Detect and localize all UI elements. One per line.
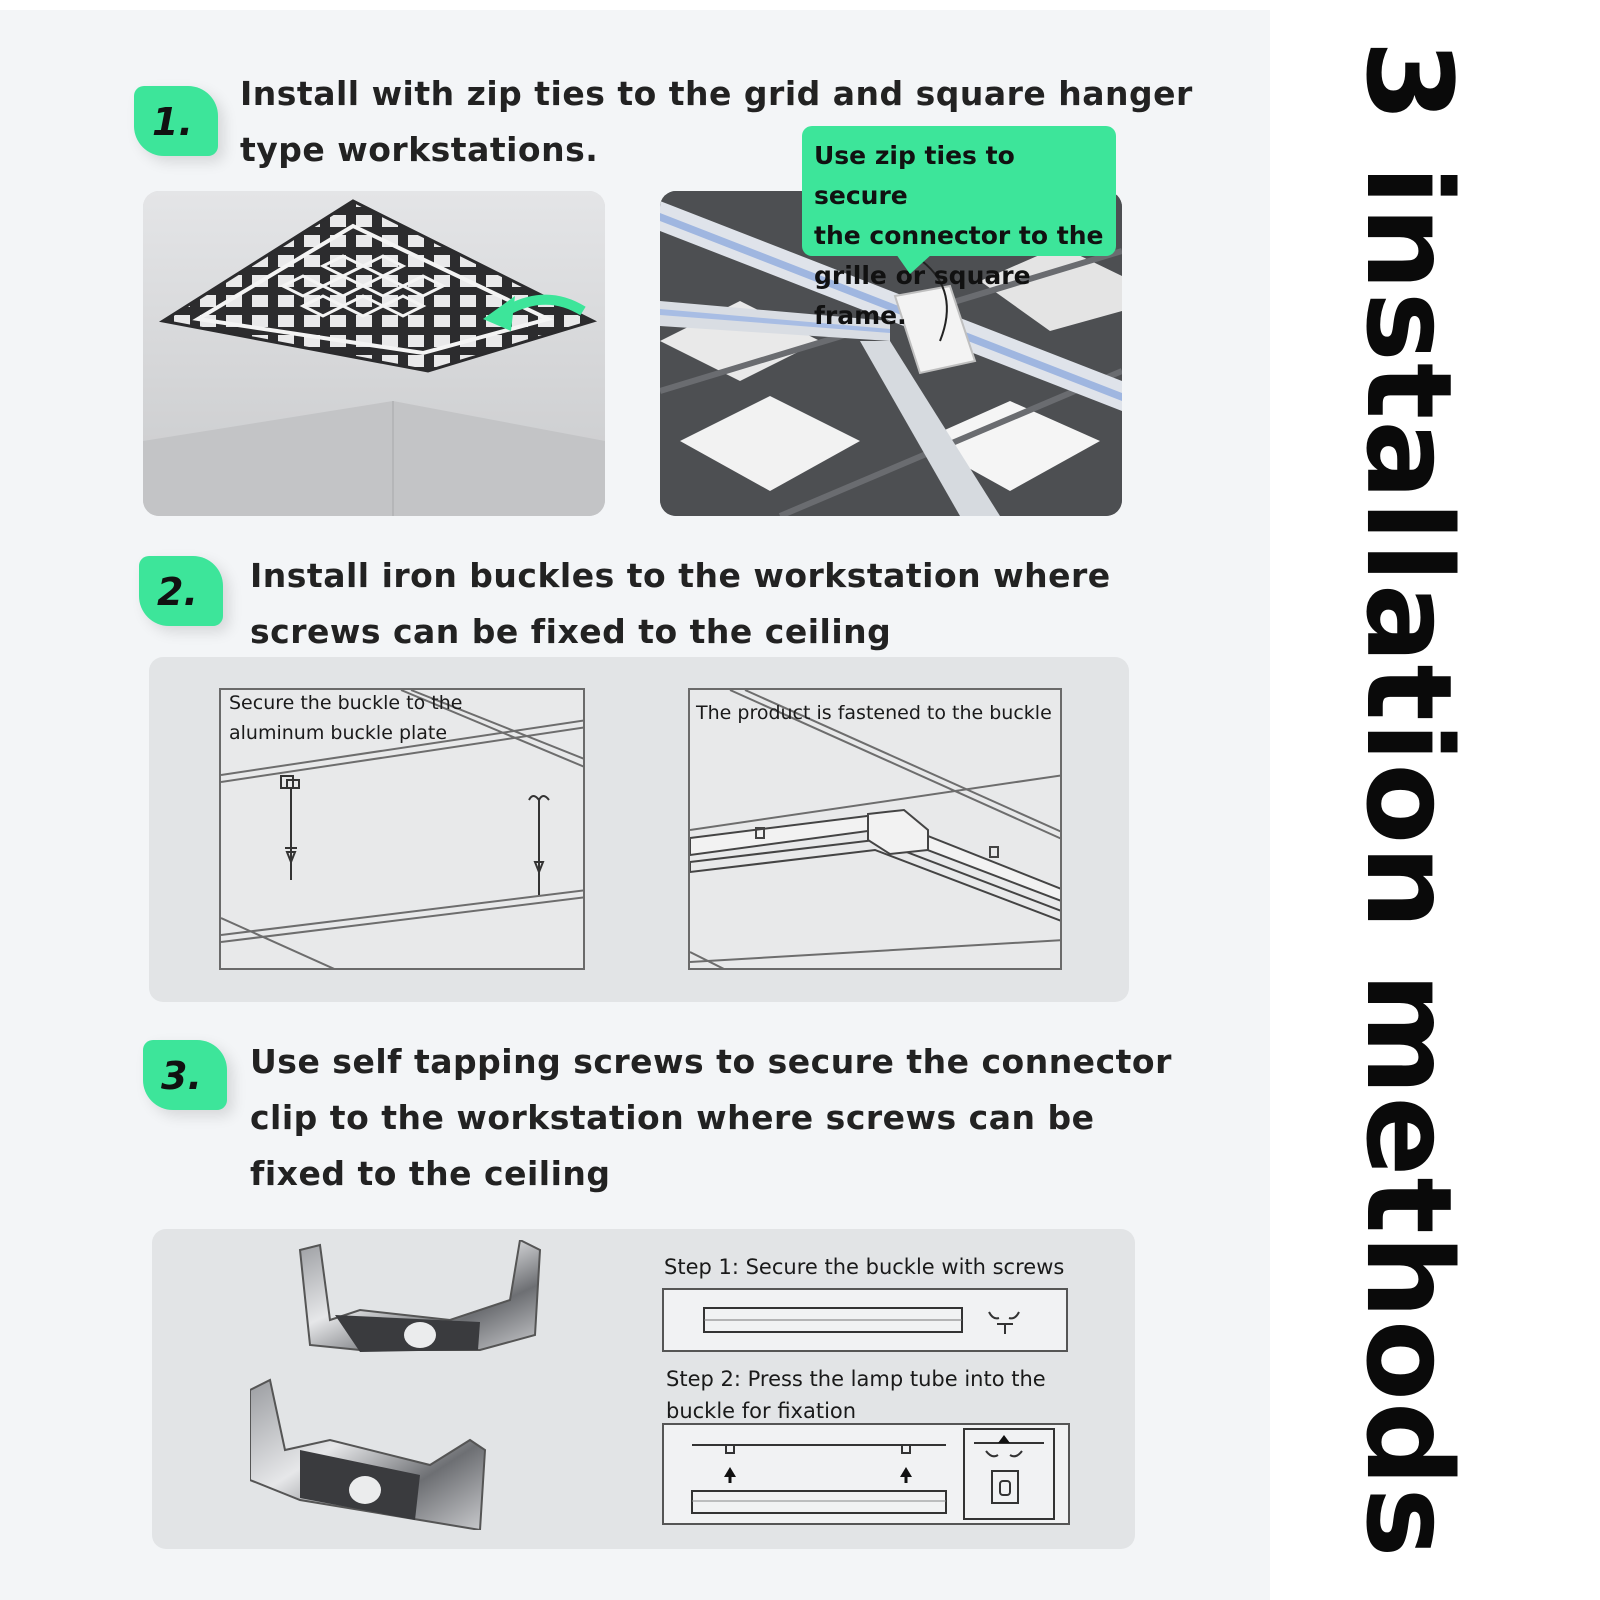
step-2-caption-line-2: buckle for fixation xyxy=(666,1399,857,1423)
side-title xyxy=(1340,40,1480,1570)
step-2-number: 2. xyxy=(157,570,198,614)
grid-ceiling-photo xyxy=(143,191,605,516)
connector-clips-image xyxy=(250,1240,560,1530)
callout-line-3: grille or square frame. xyxy=(814,261,1031,330)
step-2-caption-line-1: Step 2: Press the lamp tube into the xyxy=(666,1367,1046,1391)
method-2-heading-line-2: screws can be fixed to the ceiling xyxy=(250,612,892,651)
method-1-heading-line-2: type workstations. xyxy=(240,130,599,169)
step-1-caption: Step 1: Secure the buckle with screws xyxy=(664,1255,1065,1279)
buckle-plate-caption-line-1: Secure the buckle to the xyxy=(229,692,463,714)
step-3-number: 3. xyxy=(161,1054,202,1098)
step-1-badge xyxy=(134,86,218,156)
method-3-heading xyxy=(250,1034,1250,1202)
buckle-plate-caption-line-2: aluminum buckle plate xyxy=(229,722,448,744)
step-1-diagram xyxy=(662,1288,1068,1352)
buckle-plate-diagram xyxy=(219,688,585,970)
method-3-heading-line-2: clip to the workstation where screws can be xyxy=(250,1098,1095,1137)
method-3-heading-line-1: Use self tapping screws to secure the connector xyxy=(250,1042,1172,1081)
method-2-heading-line-1: Install iron buckles to the workstation where xyxy=(250,556,1111,595)
step-2-badge xyxy=(139,556,223,626)
fastened-product-diagram xyxy=(688,688,1062,970)
callout-line-1: Use zip ties to secure xyxy=(814,141,1015,210)
zip-tie-callout xyxy=(802,126,1116,330)
method-1-heading-line-1: Install with zip ties to the grid and square hanger xyxy=(240,74,1193,113)
fastened-product-caption: The product is fastened to the buckle xyxy=(696,702,1052,724)
method-3-heading-line-3: fixed to the ceiling xyxy=(250,1154,611,1193)
callout-pointer xyxy=(896,254,932,274)
step-2-diagram xyxy=(662,1423,1070,1525)
method-2-heading xyxy=(250,548,1200,660)
step-3-badge xyxy=(143,1040,227,1110)
step-2-caption xyxy=(666,1363,1046,1427)
step-1-number: 1. xyxy=(152,100,193,144)
buckle-plate-caption xyxy=(229,688,462,748)
side-title-text: 3 installation methods xyxy=(1340,40,1478,1559)
callout-line-2: the connector to the xyxy=(814,221,1104,250)
